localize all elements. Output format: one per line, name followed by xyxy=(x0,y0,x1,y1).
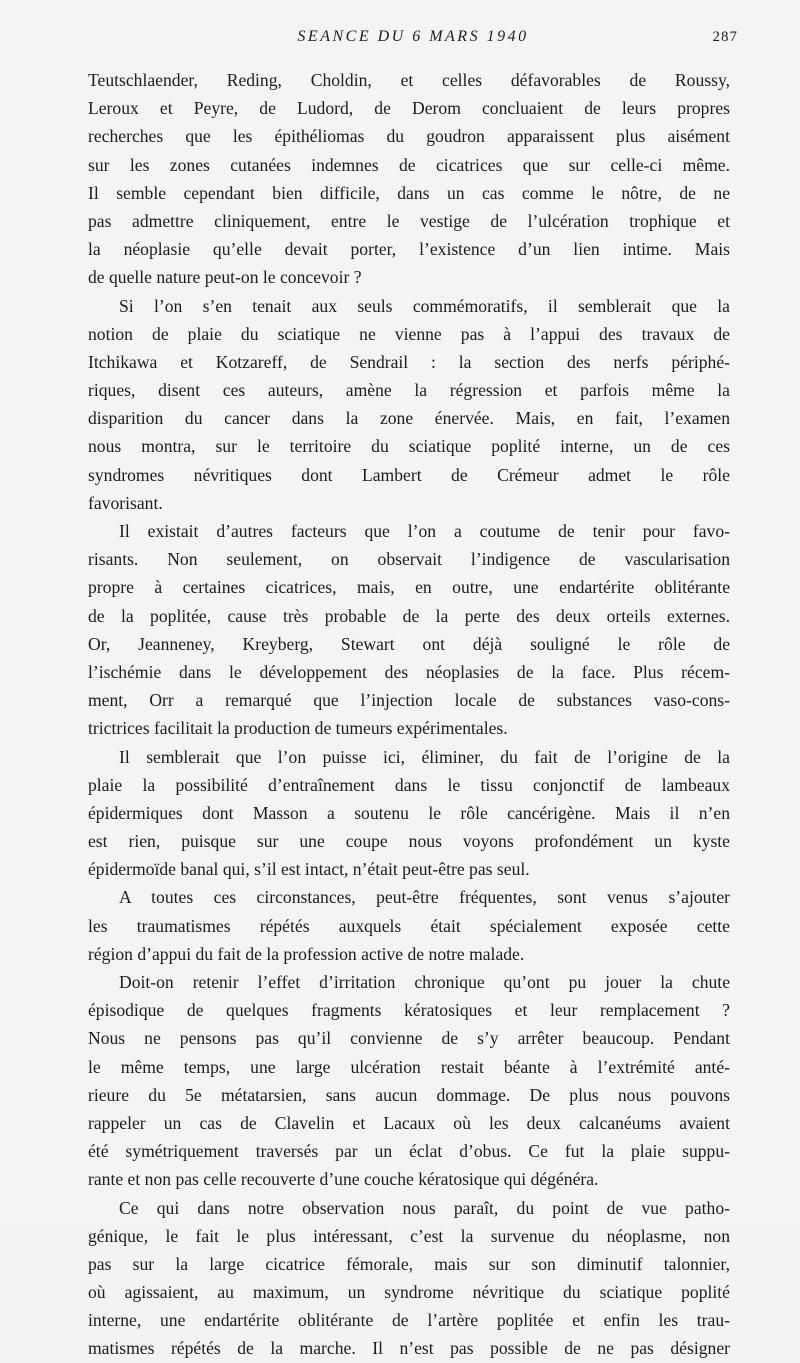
text-line: les traumatismes répétés auxquels était spécialement exposée cette xyxy=(88,915,730,936)
text-line: Doit-on retenir l’effet d’irritation chronique qu’ont pu jouer la chute xyxy=(119,972,730,992)
text-line: favorisant. xyxy=(88,492,163,513)
body-text xyxy=(88,66,730,1363)
text-line: épidermoïde banal qui, s’il est intact, n’était peut-être pas seul. xyxy=(88,859,530,880)
text-line: région d’appui du fait de la profession active de notre malade. xyxy=(88,943,525,964)
text-line: recherches que les épithéliomas du goudron apparaissent plus aisément xyxy=(88,126,730,147)
text-line: Il existait d’autres facteurs que l’on a coutume de tenir pour favo- xyxy=(119,521,730,541)
text-line: syndromes névritiques dont Lambert de Crémeur admet le rôle xyxy=(88,464,730,485)
text-line: génique, le fait le plus intéressant, c’est la survenue du néoplasme, non xyxy=(88,1225,730,1246)
text-line: épisodique de quelques fragments kératosiques et leur remplacement ? xyxy=(88,1000,730,1021)
text-line: Teutschlaender, Reding, Choldin, et celles défavorables de Roussy, xyxy=(88,70,730,90)
text-line: ment, Orr a remarqué que l’injection locale de substances vaso-cons- xyxy=(88,690,730,711)
text-line: pas sur la large cicatrice fémorale, mais sur son diminutif talonnier, xyxy=(88,1253,730,1274)
text-line: rappeler un cas de Clavelin et Lacaux où les deux calcanéums avaient xyxy=(88,1112,730,1133)
text-line: plaie la possibilité d’entraînement dans le tissu conjonctif de lambeaux xyxy=(88,774,730,795)
text-line: été symétriquement traversés par un éclat d’obus. Ce fut la plaie suppu- xyxy=(88,1141,730,1162)
text-line: A toutes ces circonstances, peut-être fréquentes, sont venus s’ajouter xyxy=(119,887,730,908)
text-line: interne, une endartérite oblitérante de l’artère poplitée et enfin les trau- xyxy=(88,1310,730,1331)
text-line: nous montra, sur le territoire du sciatique poplité interne, un de ces xyxy=(88,436,730,457)
running-header xyxy=(88,28,738,52)
text-line: de la poplitée, cause très probable de la perte des deux orteils externes. xyxy=(88,605,730,626)
text-line: Il semblerait que l’on puisse ici, éliminer, du fait de l’origine de la xyxy=(119,746,730,767)
text-line: Itchikawa et Kotzareff, de Sendrail : la section des nerfs périphé- xyxy=(88,351,730,372)
text-line: Leroux et Peyre, de Ludord, de Derom concluaient de leurs propres xyxy=(88,98,730,119)
text-line: risants. Non seulement, on observait l’indigence de vascularisation xyxy=(88,549,730,570)
text-line: trictrices facilitait la production de tumeurs expérimentales. xyxy=(88,718,508,739)
text-line: l’ischémie dans le développement des néoplasies de la face. Plus récem- xyxy=(88,661,730,682)
text-line: Nous ne pensons pas qu’il convienne de s’y arrêter beaucoup. Pendant xyxy=(88,1028,730,1049)
text-line: Ce qui dans notre observation nous paraît, du point de vue patho- xyxy=(119,1197,730,1218)
text-line: est rien, puisque sur une coupe nous voyons profondément un kyste xyxy=(88,831,730,852)
text-line: Si l’on s’en tenait aux seuls commémoratifs, il semblerait que la xyxy=(119,295,730,316)
text-line: rieure du 5e métatarsien, sans aucun dommage. De plus nous pouvons xyxy=(88,1084,730,1105)
text-line: le même temps, une large ulcération restait béante à l’extrémité anté- xyxy=(88,1056,730,1077)
running-title: SEANCE DU 6 MARS 1940 xyxy=(297,28,529,45)
text-line: Il semble cependant bien difficile, dans un cas comme le nôtre, de ne xyxy=(88,182,730,203)
text-line: de quelle nature peut-on le concevoir ? xyxy=(88,267,362,288)
text-line: la néoplasie qu’elle devait porter, l’existence d’un lien intime. Mais xyxy=(88,239,730,260)
text-line: où agissaient, au maximum, un syndrome névritique du sciatique poplité xyxy=(88,1282,730,1303)
text-line: sur les zones cutanées indemnes de cicatrices que sur celle-ci même. xyxy=(88,154,730,175)
text-line: matismes répétés de la marche. Il n’est pas possible de ne pas désigner xyxy=(88,1338,730,1359)
text-line: épidermiques dont Masson a soutenu le rôle cancérigène. Mais il n’en xyxy=(88,802,730,823)
page-number: 287 xyxy=(712,29,738,45)
text-line: pas admettre cliniquement, entre le vestige de l’ulcération trophique et xyxy=(88,210,730,231)
text-line: rante et non pas celle recouverte d’une couche kératosique qui dégénéra. xyxy=(88,1169,599,1190)
text-line: Or, Jeanneney, Kreyberg, Stewart ont déjà souligné le rôle de xyxy=(88,633,730,654)
text-line: notion de plaie du sciatique ne vienne pas à l’appui des travaux de xyxy=(88,323,730,344)
text-line: riques, disent ces auteurs, amène la régression et parfois même la xyxy=(88,380,730,401)
text-line: propre à certaines cicatrices, mais, en outre, une endartérite oblitérante xyxy=(88,577,730,598)
text-line: disparition du cancer dans la zone énervée. Mais, en fait, l’examen xyxy=(88,408,730,429)
